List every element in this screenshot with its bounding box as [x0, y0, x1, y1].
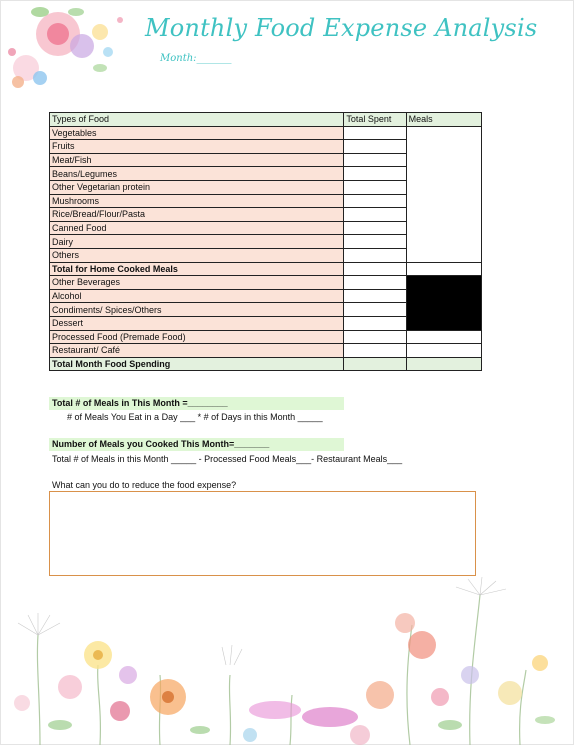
meals-input[interactable]	[406, 330, 481, 344]
food-type-label: Rice/Bread/Flour/Pasta	[50, 208, 344, 222]
table-row	[50, 276, 482, 290]
home-total-meals-input[interactable]	[406, 262, 481, 276]
spent-input[interactable]	[344, 140, 406, 154]
floral-decoration-bottom	[0, 575, 574, 745]
food-type-label: Dairy	[50, 235, 344, 249]
table-row	[50, 344, 482, 358]
spent-input[interactable]	[344, 235, 406, 249]
grand-total-label: Total Month Food Spending	[50, 357, 344, 371]
grand-total-meals-input[interactable]	[406, 357, 481, 371]
spent-input[interactable]	[344, 344, 406, 358]
meals-input[interactable]	[406, 126, 481, 262]
spent-input[interactable]	[344, 303, 406, 317]
meals-input[interactable]	[406, 344, 481, 358]
grand-total-spent-input[interactable]	[344, 357, 406, 371]
food-type-label: Meat/Fish	[50, 153, 344, 167]
spent-input[interactable]	[344, 126, 406, 140]
spent-input[interactable]	[344, 194, 406, 208]
food-type-label: Others	[50, 248, 344, 262]
spent-input[interactable]	[344, 221, 406, 235]
meals-formula-line[interactable]: # of Meals You Eat in a Day ___ * # of Days in this Month _____	[67, 412, 323, 422]
cooked-meals-line[interactable]: Number of Meals you Cooked This Month=_______	[52, 439, 270, 449]
table-row	[50, 126, 482, 140]
spent-input[interactable]	[344, 330, 406, 344]
food-type-label: Alcohol	[50, 289, 344, 303]
food-type-label: Canned Food	[50, 221, 344, 235]
column-header-type: Types of Food	[50, 113, 344, 127]
food-type-label: Condiments/ Spices/Others	[50, 303, 344, 317]
spent-input[interactable]	[344, 208, 406, 222]
home-total-row	[50, 262, 482, 276]
spent-input[interactable]	[344, 153, 406, 167]
total-meals-line[interactable]: Total # of Meals in This Month =________	[52, 398, 228, 408]
food-type-label: Vegetables	[50, 126, 344, 140]
food-type-label: Mushrooms	[50, 194, 344, 208]
column-header-meals: Meals	[406, 113, 481, 127]
food-type-label: Other Beverages	[50, 276, 344, 290]
spent-input[interactable]	[344, 167, 406, 181]
reduce-expense-question: What can you do to reduce the food expense?	[52, 480, 237, 490]
food-type-label: Processed Food (Premade Food)	[50, 330, 344, 344]
month-field[interactable]: Month:_______	[160, 53, 232, 64]
food-type-label: Fruits	[50, 140, 344, 154]
food-type-label: Other Vegetarian protein	[50, 180, 344, 194]
column-header-spent: Total Spent	[344, 113, 406, 127]
table-header-row	[50, 113, 482, 127]
floral-decoration-top	[0, 0, 130, 100]
spent-input[interactable]	[344, 180, 406, 194]
home-total-spent-input[interactable]	[344, 262, 406, 276]
food-type-label: Dessert	[50, 316, 344, 330]
home-total-label: Total for Home Cooked Meals	[50, 262, 344, 276]
spent-input[interactable]	[344, 276, 406, 290]
spent-input[interactable]	[344, 289, 406, 303]
spent-input[interactable]	[344, 248, 406, 262]
answer-textbox[interactable]	[49, 491, 476, 576]
table-row	[50, 330, 482, 344]
grand-total-row	[50, 357, 482, 371]
expense-table	[49, 112, 482, 371]
food-type-label: Restaurant/ Café	[50, 344, 344, 358]
food-type-label: Beans/Legumes	[50, 167, 344, 181]
spent-input[interactable]	[344, 316, 406, 330]
meals-blocked-cell	[406, 276, 481, 330]
page-title: Monthly Food Expense Analysis	[145, 14, 538, 42]
cooked-formula-line[interactable]: Total # of Meals in this Month _____ - Processed Food Meals___- Restaurant Meals___	[52, 454, 403, 464]
